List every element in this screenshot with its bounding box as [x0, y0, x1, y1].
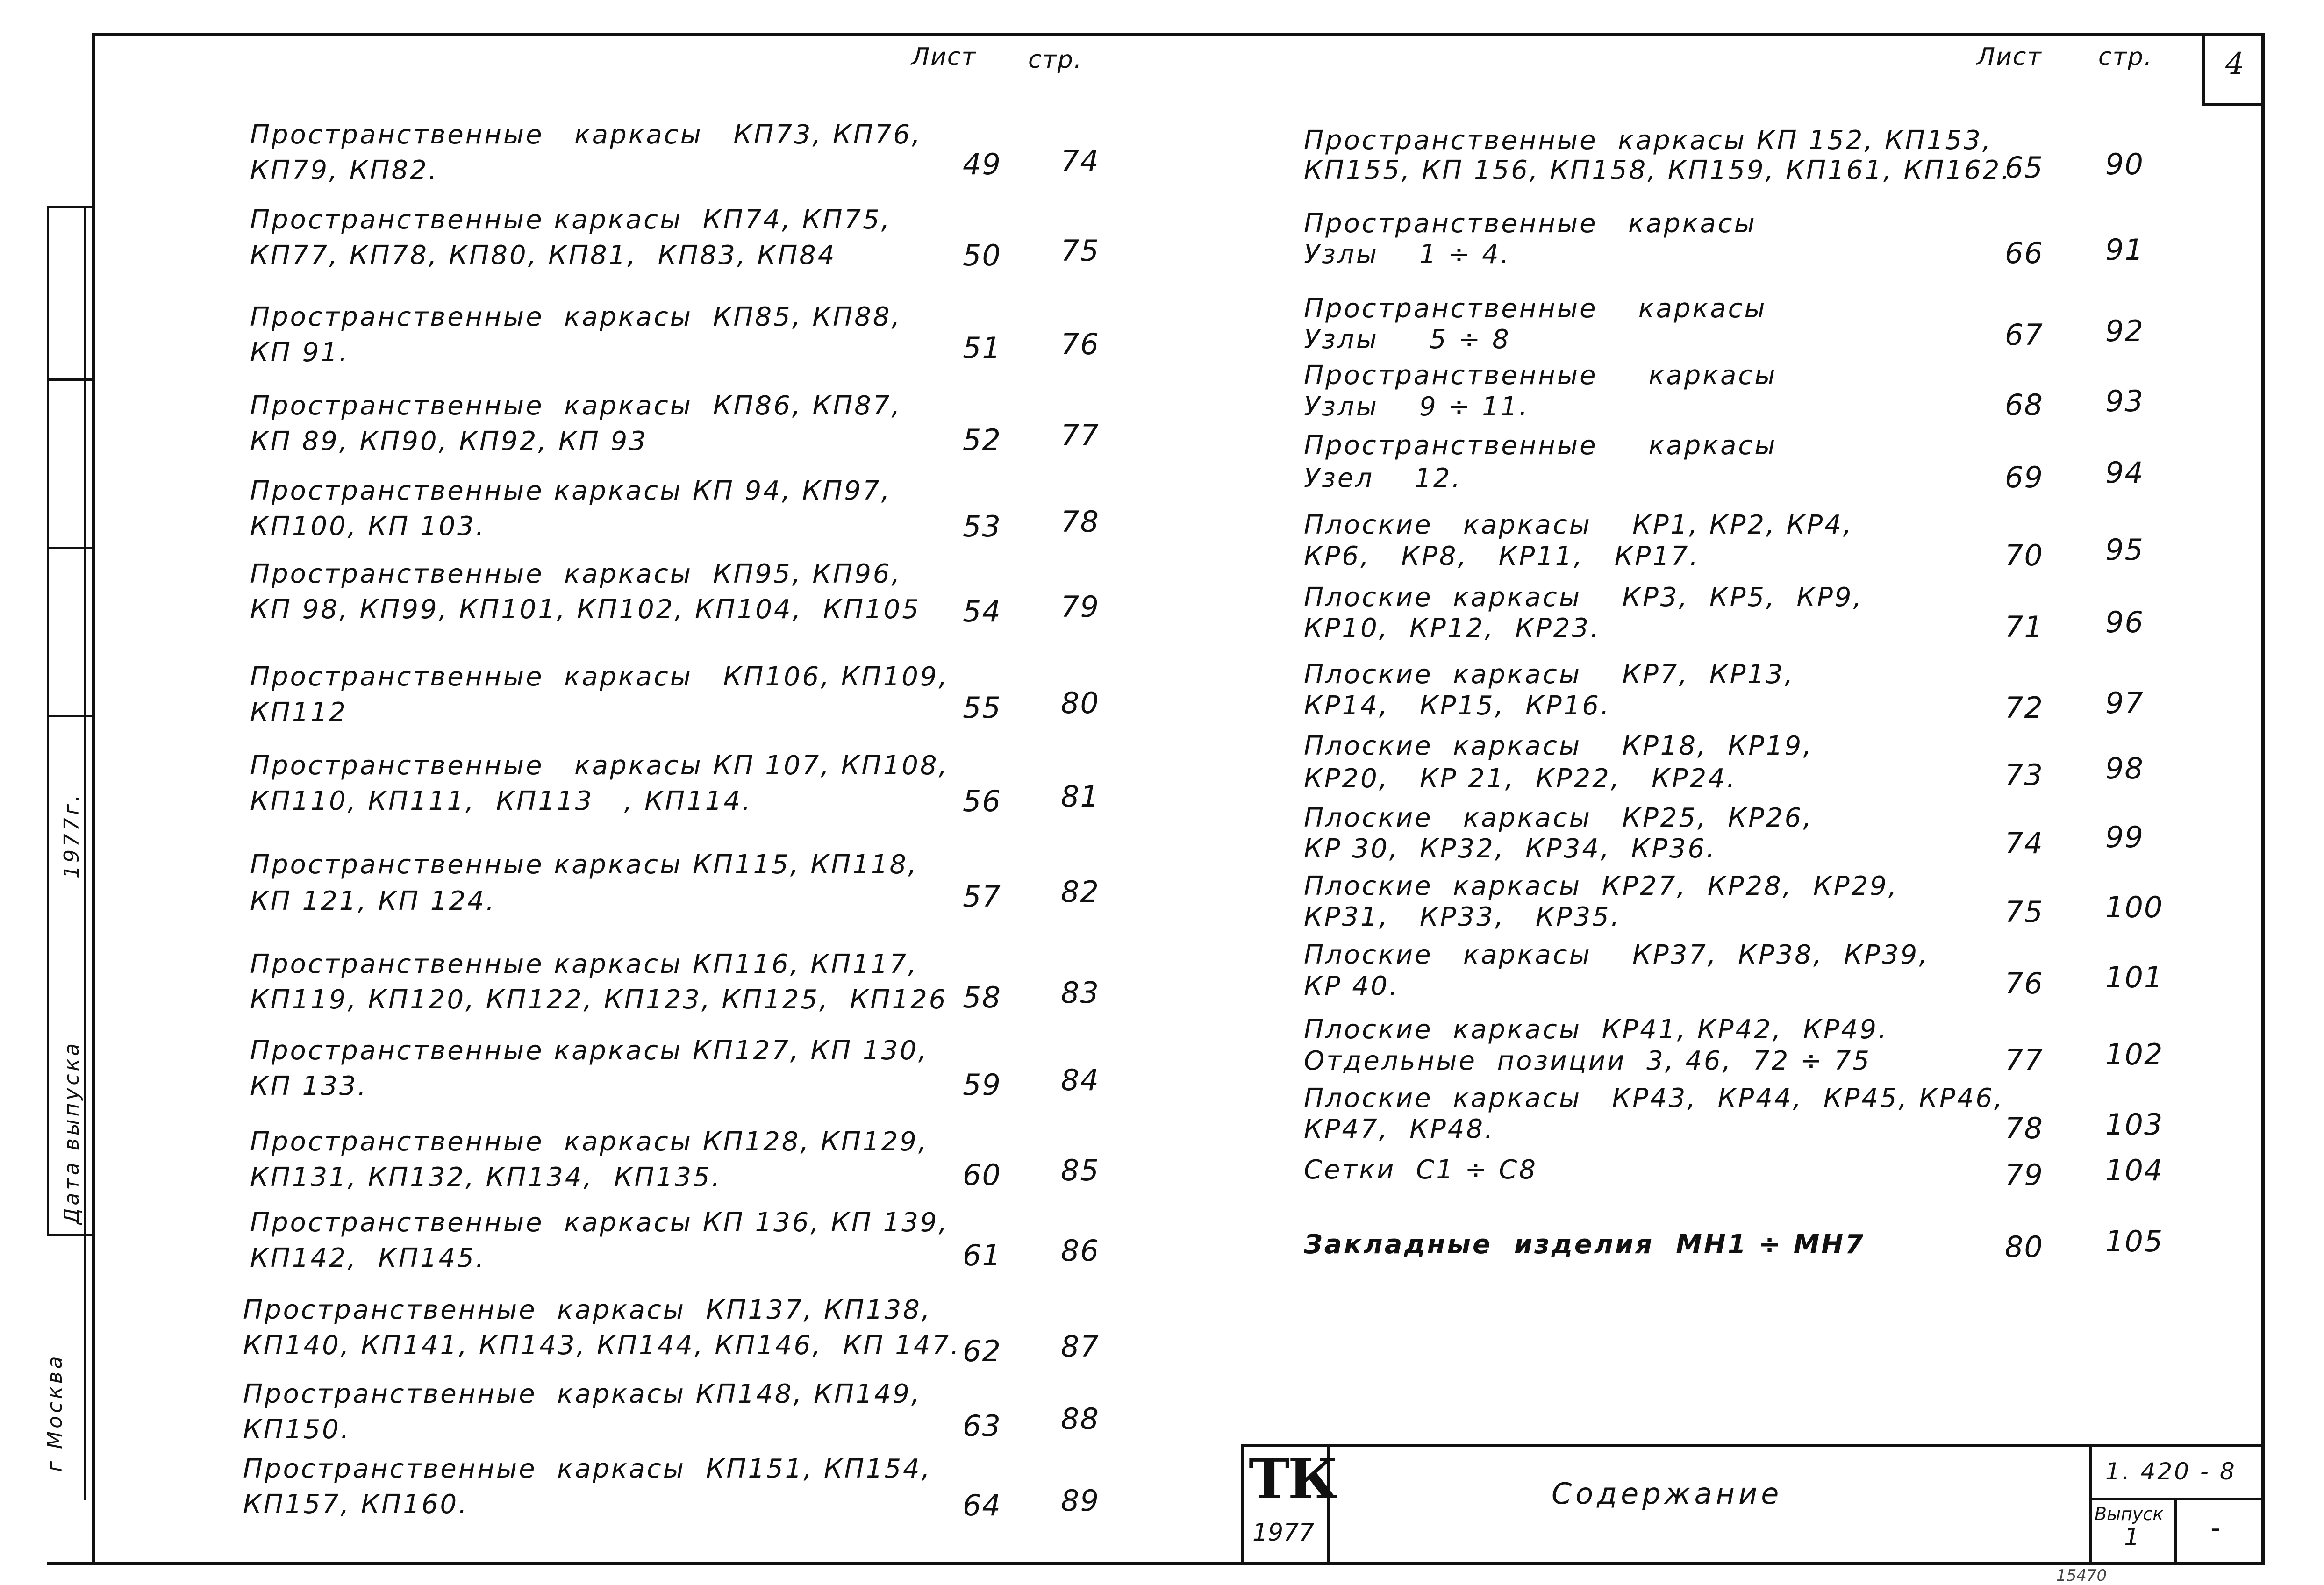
- entry-sheet: 64: [963, 1488, 1001, 1522]
- entry-line-2: КР10, КР12, КР23.: [1304, 613, 1601, 643]
- entry-page: 91: [2105, 233, 2144, 267]
- entry-sheet: 52: [963, 423, 1001, 457]
- entry-page: 76: [1061, 327, 1100, 361]
- entry-sheet: 54: [963, 594, 1001, 628]
- entry-line-2: КП 91.: [250, 337, 350, 368]
- entry-line-1: Плоские каркасы КР7, КР13,: [1304, 659, 1795, 690]
- entry-page: 87: [1061, 1329, 1100, 1364]
- margin-outer-line: [47, 206, 49, 1234]
- footer-note: 15470: [2056, 1566, 2107, 1585]
- entry-line-1: Пространственные каркасы КП115, КП118,: [250, 850, 918, 880]
- entry-line-1: Плоские каркасы КР18, КР19,: [1304, 731, 1814, 761]
- side-release-date: Дата выпуска: [60, 1040, 84, 1224]
- entry-sheet: 70: [2005, 538, 2044, 572]
- entry-sheet: 77: [2005, 1043, 2044, 1077]
- entry-page: 78: [1061, 505, 1100, 539]
- entry-line-2: КП 98, КП99, КП101, КП102, КП104, КП105: [250, 594, 921, 625]
- entry-sheet: 50: [963, 238, 1001, 272]
- entry-line-2: КП157, КП160.: [243, 1489, 469, 1520]
- entry-page: 89: [1061, 1484, 1100, 1518]
- entry-line-1: Пространственные каркасы: [1304, 430, 1777, 461]
- entry-line-2: Узлы 5 ÷ 8: [1304, 324, 1511, 355]
- entry-sheet: 59: [963, 1068, 1001, 1102]
- entry-line-2: КП155, КП 156, КП158, КП159, КП161, КП162.: [1304, 155, 2012, 186]
- title-block-left: [1241, 1444, 1244, 1564]
- margin-tick-4: [47, 715, 93, 717]
- entry-page: 101: [2105, 960, 2164, 994]
- issue-label: Выпуск: [2095, 1504, 2164, 1524]
- entry-sheet: 78: [2005, 1111, 2044, 1145]
- title-block-year: 1977: [1252, 1519, 1315, 1547]
- entry-line-1: Пространственные каркасы: [1304, 208, 1757, 239]
- entry-line-2: КП112: [250, 697, 348, 728]
- entry-line-1: Пространственные каркасы КП74, КП75,: [250, 205, 892, 235]
- entry-line-1: Пространственные каркасы КП148, КП149,: [243, 1379, 922, 1409]
- page-number: 4: [2225, 47, 2245, 81]
- entry-page: 105: [2105, 1224, 2164, 1258]
- entry-page: 97: [2105, 686, 2144, 720]
- entry-line-2: КП79, КП82.: [250, 155, 439, 186]
- entry-line-1: Пространственные каркасы КП73, КП76,: [250, 120, 922, 150]
- entry-sheet: 61: [963, 1238, 1001, 1272]
- title-block-issue-divider: [2174, 1498, 2177, 1564]
- entry-sheet: 63: [963, 1409, 1001, 1443]
- document-title: Содержание: [1552, 1477, 1783, 1511]
- entry-page: 81: [1061, 779, 1100, 814]
- right-header-page: стр.: [2098, 43, 2153, 71]
- entry-sheet: 53: [963, 509, 1001, 543]
- entry-sheet: 49: [963, 147, 1001, 181]
- entry-line-2: КП142, КП145.: [250, 1243, 486, 1273]
- entry-page: 94: [2105, 456, 2144, 490]
- left-header-sheet: Лист: [911, 43, 977, 71]
- entry-line-2: КП77, КП78, КП80, КП81, КП83, КП84: [250, 240, 837, 271]
- entry-sheet: 80: [2005, 1230, 2044, 1264]
- entry-line-2: КР31, КР33, КР35.: [1304, 902, 1621, 932]
- side-year: 1977г.: [60, 792, 84, 878]
- entry-line-2: КР 40.: [1304, 971, 1400, 1001]
- frame-top: [92, 33, 2265, 36]
- entry-sheet: 68: [2005, 388, 2044, 422]
- entry-sheet: 60: [963, 1158, 1001, 1192]
- title-block-code-bottom: [2089, 1498, 2265, 1500]
- entry-sheet: 58: [963, 980, 1001, 1014]
- right-header-sheet: Лист: [1977, 43, 2042, 71]
- entry-line-2: КП 121, КП 124.: [250, 886, 496, 916]
- entry-page: 79: [1061, 590, 1100, 624]
- entry-line-1: Пространственные каркасы: [1304, 360, 1777, 391]
- entry-page: 83: [1061, 976, 1100, 1010]
- entry-line-2: Узлы 1 ÷ 4.: [1304, 239, 1511, 270]
- entry-page: 74: [1061, 144, 1100, 178]
- entry-page: 95: [2105, 533, 2144, 567]
- entry-page: 93: [2105, 384, 2144, 418]
- entry-page: 77: [1061, 418, 1100, 452]
- entry-line-1: Пространственные каркасы КП116, КП117,: [250, 949, 918, 979]
- entry-line-1: Плоские каркасы КР25, КР26,: [1304, 803, 1814, 833]
- entry-page: 92: [2105, 314, 2144, 348]
- entry-page: 85: [1061, 1153, 1100, 1187]
- entry-line-2: КР6, КР8, КР11, КР17.: [1304, 541, 1700, 571]
- entry-sheet: 69: [2005, 460, 2044, 494]
- entry-page: 103: [2105, 1107, 2164, 1142]
- entry-sheet: 76: [2005, 966, 2044, 1000]
- entry-line-1: Пространственные каркасы: [1304, 293, 1767, 324]
- entry-line-1: Пространственные каркасы КП 152, КП153,: [1304, 125, 1993, 156]
- tk-logo: ТК: [1249, 1446, 1337, 1511]
- entry-page: 84: [1061, 1063, 1100, 1097]
- entry-line-2: Узел 12.: [1304, 463, 1462, 493]
- entry-sheet: 75: [2005, 895, 2044, 929]
- entry-line-1: Плоские каркасы КР1, КР2, КР4,: [1304, 510, 1853, 540]
- entry-page: 98: [2105, 751, 2144, 785]
- entry-sheet: 65: [2005, 150, 2044, 185]
- series-code: 1. 420 - 8: [2105, 1458, 2237, 1485]
- entry-line-1: Пространственные каркасы КП127, КП 130,: [250, 1035, 929, 1066]
- entry-sheet: 67: [2005, 318, 2044, 352]
- entry-sheet: 56: [963, 784, 1001, 818]
- entry-line-2: КП150.: [243, 1414, 351, 1445]
- title-block-code-divider: [2089, 1444, 2092, 1564]
- entry-page: 96: [2105, 605, 2144, 639]
- entry-page: 90: [2105, 147, 2144, 181]
- entry-line-2: КП119, КП120, КП122, КП123, КП125, КП126: [250, 985, 948, 1015]
- entry-line-1: Пространственные каркасы КП128, КП129,: [250, 1127, 929, 1157]
- entry-line-1: Пространственные каркасы КП86, КП87,: [250, 391, 902, 421]
- entry-line-2: КП 133.: [250, 1071, 368, 1101]
- entry-line-1: Плоские каркасы КР3, КР5, КР9,: [1304, 582, 1864, 613]
- margin-tick-3: [47, 547, 93, 549]
- entry-page: 104: [2105, 1153, 2164, 1187]
- entry-line-2: КП140, КП141, КП143, КП144, КП146, КП 147.: [243, 1330, 961, 1361]
- entry-page: 99: [2105, 820, 2144, 854]
- entry-page: 88: [1061, 1402, 1100, 1436]
- entry-sheet: 79: [2005, 1158, 2044, 1192]
- entry-page: 82: [1061, 875, 1100, 909]
- margin-tick-2: [47, 378, 93, 381]
- entry-line-1: Пространственные каркасы КП106, КП109,: [250, 662, 949, 692]
- side-city: г Москва: [43, 1353, 67, 1472]
- entry-sheet: 72: [2005, 691, 2044, 725]
- entry-line-1: Сетки С1 ÷ С8: [1304, 1155, 1537, 1185]
- entry-line-1: Пространственные каркасы КП137, КП138,: [243, 1295, 932, 1325]
- sheet-dash: -: [2210, 1512, 2221, 1544]
- entry-line-2: КП100, КП 103.: [250, 511, 486, 542]
- entry-line-1: Плоские каркасы КР27, КР28, КР29,: [1304, 871, 1899, 901]
- entry-line-1: Плоские каркасы КР37, КР38, КР39,: [1304, 940, 1930, 970]
- page-box-bottom: [2202, 103, 2265, 106]
- entry-page: 86: [1061, 1234, 1100, 1268]
- entry-line-1: Пространственные каркасы КП151, КП154,: [243, 1454, 932, 1484]
- entry-line-1: Пространственные каркасы КП85, КП88,: [250, 302, 902, 332]
- margin-tick-5: [47, 1234, 93, 1236]
- frame-bottom: [47, 1562, 2265, 1565]
- entry-sheet: 55: [963, 691, 1001, 725]
- entry-line-2: КР14, КР15, КР16.: [1304, 691, 1611, 721]
- frame-left: [92, 33, 95, 1565]
- frame-right: [2261, 33, 2265, 1565]
- entry-page: 100: [2105, 890, 2164, 924]
- entry-line-1: Плоские каркасы КР41, КР42, КР49.: [1304, 1014, 1888, 1045]
- entry-line-2: КП 89, КП90, КП92, КП 93: [250, 426, 648, 457]
- entry-page: 80: [1061, 686, 1100, 720]
- left-header-page: стр.: [1028, 46, 1083, 74]
- entry-page: 75: [1061, 234, 1100, 268]
- entry-sheet: 74: [2005, 826, 2044, 860]
- entry-sheet: 66: [2005, 236, 2044, 270]
- entry-sheet: 57: [963, 879, 1001, 914]
- entry-line-2: КР 30, КР32, КР34, КР36.: [1304, 834, 1716, 864]
- entry-line-1: Плоские каркасы КР43, КР44, КР45, КР46,: [1304, 1083, 2004, 1114]
- entry-line-2: Узлы 9 ÷ 11.: [1304, 392, 1530, 422]
- entry-line-1: Пространственные каркасы КП95, КП96,: [250, 559, 902, 589]
- entry-line-2: КП110, КП111, КП113 , КП114.: [250, 786, 752, 816]
- margin-inner-line: [84, 206, 86, 1500]
- entry-line-1: Пространственные каркасы КП 136, КП 139,: [250, 1207, 949, 1238]
- issue-number: 1: [2124, 1523, 2140, 1551]
- entry-line-1: Пространственные каркасы КП 107, КП108,: [250, 750, 949, 781]
- page-box-left: [2202, 33, 2205, 106]
- title-block-top: [1241, 1444, 2265, 1447]
- entry-sheet: 62: [963, 1334, 1001, 1368]
- entry-page: 102: [2105, 1037, 2164, 1071]
- margin-tick-1: [47, 206, 93, 208]
- entry-line-1: Пространственные каркасы КП 94, КП97,: [250, 476, 892, 506]
- entry-sheet: 51: [963, 331, 1001, 365]
- entry-line-1: Закладные изделия МН1 ÷ МН7: [1304, 1229, 1866, 1260]
- entry-line-2: КР47, КР48.: [1304, 1114, 1495, 1144]
- entry-sheet: 71: [2005, 610, 2044, 644]
- entry-sheet: 73: [2005, 758, 2044, 792]
- entry-line-2: Отдельные позиции 3, 46, 72 ÷ 75: [1304, 1046, 1872, 1076]
- entry-line-2: КР20, КР 21, КР22, КР24.: [1304, 764, 1737, 794]
- entry-line-2: КП131, КП132, КП134, КП135.: [250, 1162, 722, 1192]
